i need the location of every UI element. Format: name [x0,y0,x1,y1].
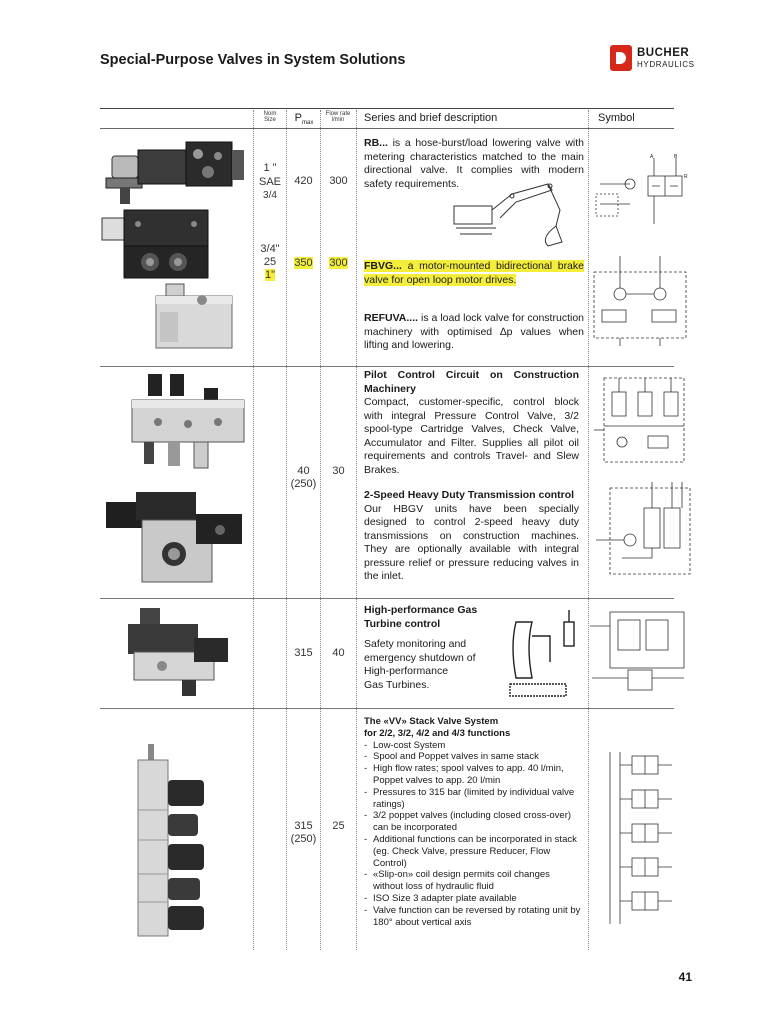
fbvg-valve-photo [98,204,210,284]
hbgv-symbol [592,478,692,578]
refuva-description: REFUVA.... is a load lock valve for construction machinery with optimised ∆p values when lifting and lowering. [364,312,584,351]
rb-symbol [590,154,690,230]
gas-turbine-description: Safety monitoring and emergency shutdown of High-performance Gas Turbines. [364,638,476,691]
fbvg-description: FBVG... a motor-mounted bidirectional brake valve for open loop motor drives. [364,260,584,286]
gas-turbine-valve-photo [108,604,238,700]
page-title: Special-Purpose Valves in System Solutions [100,52,406,68]
hbgv-description: 2-Speed Heavy Duty Transmission control Our HBGV units have been specially designed to control 2-speed heavy duty transmissions on construction machines. They are optionally available with integral pressure relief or pressure reducing valves in the inlet. [364,489,579,582]
list-item: - 3/2 poppet valves (including closed cross-over) can be incorporated [364,810,582,834]
pilot-pmax: 40 (250) [290,465,317,490]
col-sep-1 [253,110,255,950]
fbvg-flow: 300 [329,257,348,269]
header-pmax: $P_{max}$ [294,112,314,127]
rb-pmax: 420 [294,175,313,187]
list-item: - ISO Size 3 adapter plate available [364,893,582,905]
hbgv-unit-photo [96,484,246,592]
fbvg-symbol [590,254,690,346]
vv-stack-valve-photo [126,740,236,940]
gas-turbine-pmax: 315 [294,647,313,659]
list-item: - «Slip-on» coil design permits coil changes without loss of hydraulic fluid [364,869,582,893]
rb-symbol-label-a: A [650,154,654,160]
section-rule-1 [100,366,674,367]
section-rule-2 [100,598,674,599]
col-sep-4 [356,110,358,950]
rb-symbol-label-r: R [684,174,688,180]
excavator-drawing [452,176,587,254]
fbvg-pmax: 350 [294,257,313,269]
rb-description: RB... is a hose-burst/load lowering valve with metering characteristics matched to the main directional valve. It complies with modern safety requirements. [364,137,584,190]
rb-valve-photo [100,134,250,212]
fbvg-size: 3/4" 25 1" [260,243,280,281]
header-flow-rate: Flow rate l/min [325,111,351,123]
pilot-flow: 30 [332,465,345,477]
header-description: Series and brief description [364,112,498,124]
list-item: - Valve function can be reversed by rotating unit by 180° about vertical axis [364,905,582,929]
gas-turbine-heading: High-performance Gas Turbine control [364,604,478,630]
list-item: - Spool and Poppet valves in same stack [364,751,582,763]
rb-flow: 300 [329,175,348,187]
gas-turbine-flow: 40 [332,647,345,659]
logo-brand: BUCHER [637,47,690,59]
vv-flow: 25 [332,820,345,832]
pilot-description: Pilot Control Circuit on Construction Machinery Compact, customer-specific, control block with integral Pressure Control Valve, 3/2 spool-type Cartridge Valves, Check Valve, Accumulator and Filter. Supplies all pilot oil requirements and controls Travel- and Slew Brakes. [364,369,579,476]
gas-turbine-symbol [588,604,690,702]
list-item: - High flow rates; spool valves to app. 40 l/min, Poppet valves to app. 20 l/min [364,763,582,787]
vv-symbol [600,748,680,928]
list-item: - Additional functions can be incorporated in stack (eg. Check Valve, pressure Reducer, Flow Control) [364,834,582,869]
list-item: - Low-cost System [364,740,582,752]
section-rule-3 [100,708,674,709]
bucher-logo [610,45,702,75]
list-item: - Pressures to 315 bar (limited by individual valve ratings) [364,787,582,811]
turbine-drawing [506,606,592,702]
refuva-valve-photo [150,282,234,354]
vv-description: The «VV» Stack Valve System for 2/2, 3/2, 4/2 and 4/3 functions - Low-cost System - Spool and Poppet valves in same stack - High flow rates; spool valves to app. 40 l/min, Poppet valves to app. 20 l/min - Pressures to 315 bar (limited by individual valve ratings) - 3/2 poppet valves (including closed cross-over) can be incorporated - Additional functions can be incorporated in stack (eg. Check Valve, pressure Reducer, Flow Control) - «Slip-on» coil design permits coil changes without loss of hydraulic fluid - ISO Size 3 adapter plate available - Valve function can be reversed by rotating unit by 180° about vertical axis [364,716,582,928]
rb-size: 1 " SAE 3/4 [258,162,281,201]
pilot-symbol [592,370,688,468]
header-nom-size: Nom Size [263,111,277,123]
header-symbol: Symbol [598,112,635,124]
pilot-control-block-photo [118,372,250,472]
logo-sub: HYDRAULICS [637,60,695,69]
bucher-logo-icon [610,45,632,71]
col-sep-5 [588,110,590,950]
vv-pmax: 315 (250) [290,820,317,845]
page-number: 41 [678,970,692,984]
rb-symbol-label-b: B [674,154,678,160]
table-top-rule [100,108,674,109]
